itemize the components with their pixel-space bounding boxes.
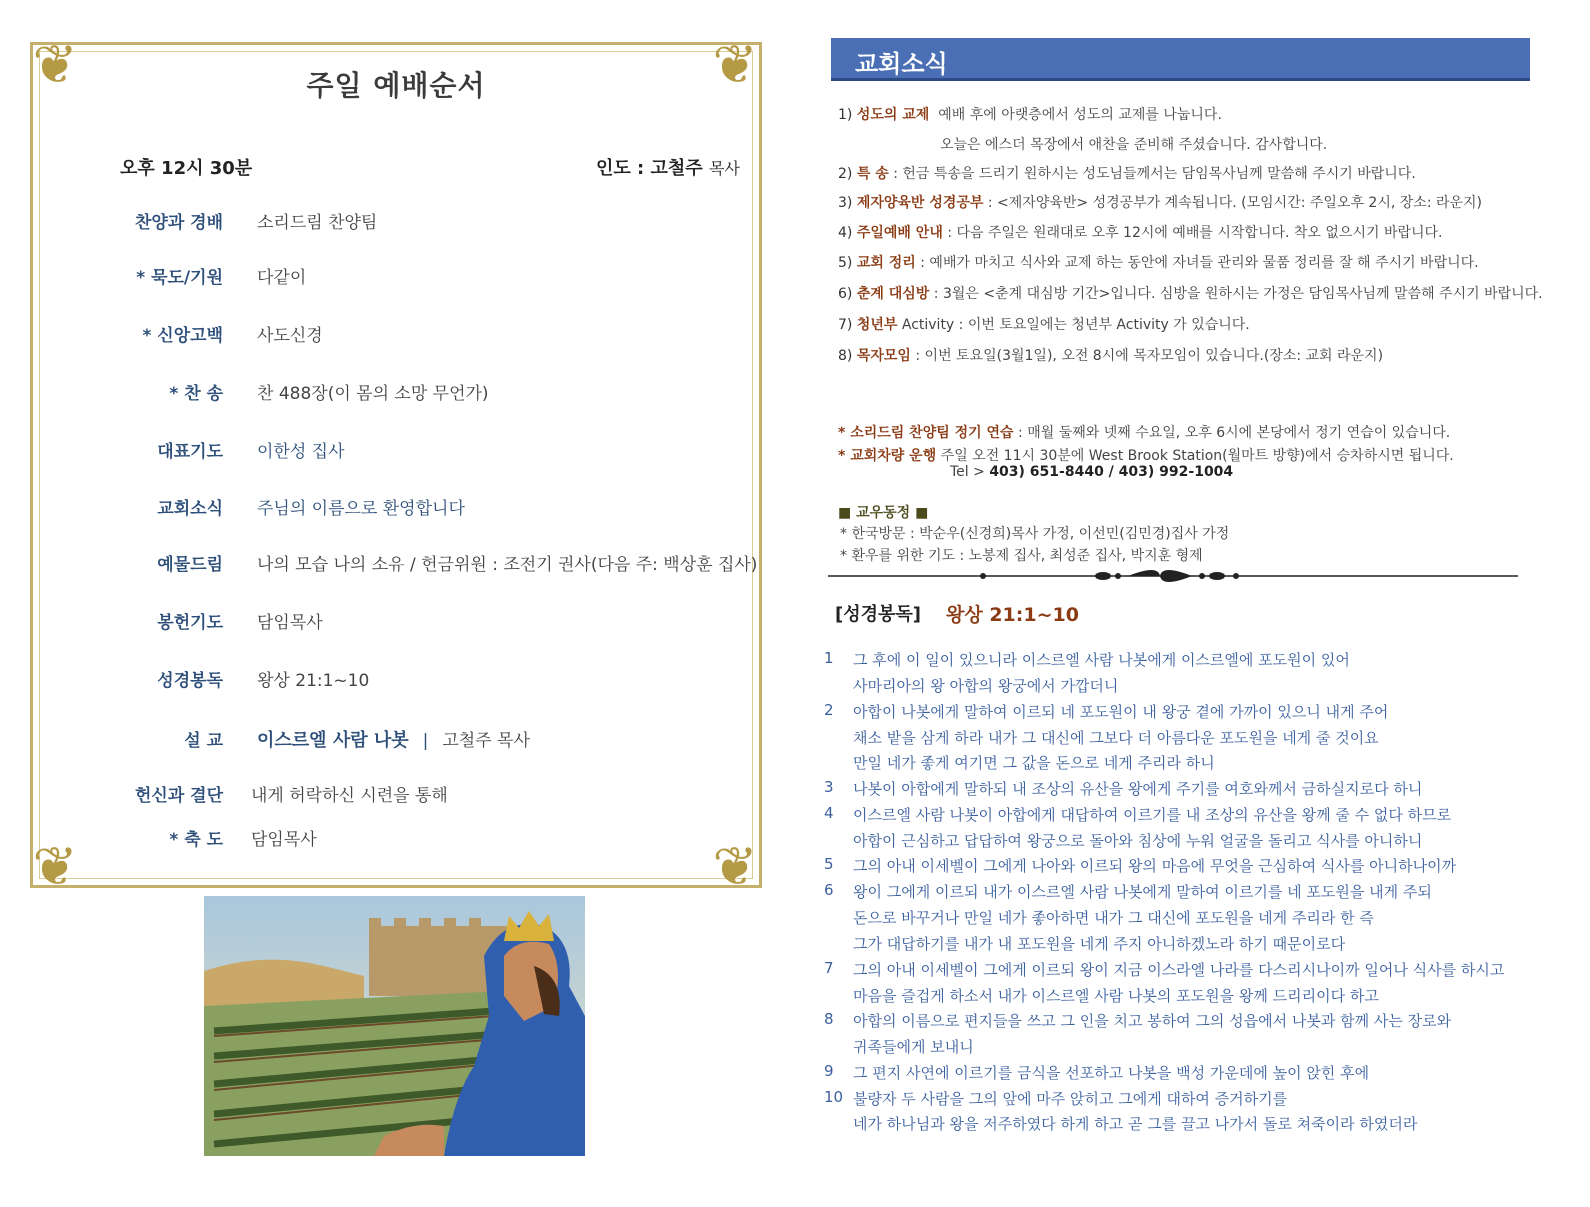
verse-number: 6	[824, 881, 834, 899]
news-key: 청년부	[856, 317, 898, 333]
order-label: 봉헌기도	[157, 613, 223, 633]
order-value: 다같이	[257, 268, 307, 288]
ornament-corner-icon: ❦	[32, 835, 78, 898]
order-row	[80, 550, 758, 575]
ornamental-divider	[828, 566, 1518, 586]
verse-line: 아합이 근심하고 답답하여 왕궁으로 돌아와 침상에 누워 얼굴을 돌리고 식사를 아니하니	[853, 832, 1423, 850]
order-value: 내게 허락하신 시련을 통해	[251, 786, 448, 806]
verse-line: 왕이 그에게 이르되 내가 이스르엘 사람 나봇에게 말하여 이르기를 네 포도원을 내게 주되	[853, 883, 1432, 901]
verse-line: 돈으로 바꾸거나 만일 네가 좋아하면 내가 그 대신에 포도원을 네게 주리라 한 즉	[853, 909, 1374, 927]
verse-line: 그 후에 이 일이 있으니라 이스르엘 사람 나봇에게 이스르엘에 포도원이 있어	[853, 651, 1350, 669]
order-value: 이한성 집사	[257, 442, 345, 462]
verse-line: 나봇이 아합에게 말하되 내 조상의 유산을 왕에게 주기를 여호와께서 금하실지로다 하니	[853, 780, 1423, 798]
news-item: 8) 목자모임 : 이번 토요일(3월1일), 오전 8시에 목자모임이 있습니다.(장소: 교회 라운지)	[838, 348, 1384, 364]
order-row	[80, 666, 740, 690]
order-label: 설 교	[184, 731, 223, 751]
news-key: 특 송	[856, 166, 889, 182]
members-news-title: ■ 교우동정 ■	[838, 505, 929, 521]
verse-number: 10	[824, 1088, 844, 1106]
order-row	[80, 494, 740, 518]
verse-number: 9	[824, 1062, 834, 1080]
news-item: 1) 성도의 교제 예배 후에 아랫층에서 성도의 교제를 나눕니다.	[838, 107, 1222, 123]
verse-number: 8	[824, 1010, 834, 1028]
service-time: 오후 12시 30분	[120, 158, 253, 179]
order-row	[80, 379, 740, 403]
order-label: 성경봉독	[157, 671, 223, 691]
members-news-line: * 환우를 위한 기도 : 노봉제 집사, 최성준 집사, 박지훈 형제	[840, 548, 1203, 564]
notice-choir-practice: * 소리드림 찬양팀 정기 연습 : 매월 둘째와 넷째 수요일, 오후 6시에 본당에서 정기 연습이 있습니다.	[838, 425, 1451, 441]
order-label: 예물드림	[157, 555, 223, 575]
news-key: 춘계 대심방	[856, 286, 930, 302]
order-row	[80, 825, 740, 849]
order-label: 찬양과 경배	[134, 213, 223, 233]
order-row	[80, 263, 740, 287]
order-row	[80, 321, 740, 345]
news-key: 성도의 교제	[856, 107, 930, 123]
order-value: 나의 모습 나의 소유 / 헌금위원 : 조전기 권사(다음 주: 백상훈 집사)	[257, 555, 758, 575]
reading-reference: 왕상 21:1~10	[946, 604, 1079, 626]
verse-line: 그의 아내 이세벨이 그에게 이르되 왕이 지금 이스라엘 나라를 다스리시나이까 일어나 식사를 하시고	[853, 961, 1505, 979]
sermon-preacher: 고철주 목사	[442, 731, 530, 751]
order-row	[80, 208, 740, 232]
order-value: 사도신경	[257, 326, 323, 346]
news-key: 주일예배 안내	[856, 225, 943, 241]
news-item: 6) 춘계 대심방 : 3월은 <춘계 대심방 기간>입니다. 심방을 원하시는 가정은 담임목사님께 말씀해 주시기 바랍니다.	[838, 286, 1543, 302]
order-row	[80, 437, 740, 461]
news-key: 교회 정리	[856, 255, 916, 271]
order-value: 담임목사	[251, 830, 317, 850]
sermon-separator: |	[422, 731, 429, 751]
verse-line: 그의 아내 이세벨이 그에게 나아와 이르되 왕의 마음에 무엇을 근심하여 식사를 아니하나이까	[853, 857, 1457, 875]
service-leader: 인도 : 고철주 목사	[596, 158, 740, 179]
sermon-title: 이스르엘 사람 나봇	[257, 730, 409, 751]
order-value: 주님의 이름으로 환영합니다	[257, 499, 465, 519]
order-label: * 찬 송	[169, 384, 223, 404]
verse-line: 이스르엘 사람 나봇이 아합에게 대답하여 이르기를 내 조상의 유산을 왕께 줄 수 없다 하므로	[853, 806, 1452, 824]
sermon	[257, 726, 530, 752]
verse-number: 7	[824, 959, 834, 977]
verse-line: 마음을 즐겁게 하소서 내가 이스르엘 사람 나봇의 포도원을 왕께 드리리이다 하고	[853, 987, 1379, 1005]
verse-line: 그가 대답하기를 내가 내 포도원을 네게 주지 아니하겠노라 하기 때문이로다	[853, 935, 1346, 953]
order-row-sermon	[80, 726, 740, 750]
order-label: 교회소식	[157, 499, 223, 519]
verse-line: 불량자 두 사람을 그의 앞에 마주 앉히고 그에게 대하여 증거하기를	[853, 1090, 1288, 1108]
news-item: 2) 특 송 : 헌금 특송을 드리기 원하시는 성도님들께서는 담임목사님께 말씀해 주시기 바랍니다.	[838, 166, 1416, 182]
news-item: 4) 주일예배 안내 : 다음 주일은 원래대로 오후 12시에 예배를 시작합니다. 착오 없으시기 바랍니다.	[838, 225, 1443, 241]
news-item: 5) 교회 정리 : 예배가 마치고 식사와 교제 하는 동안에 자녀들 관리와 물품 정리를 잘 해 주시기 바랍니다.	[838, 255, 1479, 271]
news-item: 3) 제자양육반 성경공부 : <제자양육반> 성경공부가 계속됩니다. (모임시간: 주일오후 2시, 장소: 라운지)	[838, 195, 1483, 211]
order-value: 담임목사	[257, 613, 323, 633]
order-label: 대표기도	[157, 442, 223, 462]
order-label: * 신앙고백	[142, 326, 223, 346]
telephone: Tel > 403) 651-8440 / 403) 992-1004	[950, 464, 1234, 480]
verse-line: 사마리아의 왕 아합의 왕궁에서 가깝더니	[853, 677, 1119, 695]
verse-number: 5	[824, 855, 834, 873]
news-item-sub: 오늘은 에스더 목장에서 애찬을 준비해 주셨습니다. 감사합니다.	[940, 137, 1328, 153]
news-header	[831, 38, 1530, 81]
verse-number: 3	[824, 778, 834, 796]
notice-church-shuttle: * 교회차량 운행 주일 오전 11시 30분에 West Brook Station(월마트 방향)에서 승차하시면 됩니다.	[838, 448, 1454, 464]
members-news-line: * 한국방문 : 박순우(신경희)목사 가정, 이선민(김민경)집사 가정	[840, 526, 1230, 542]
order-label: * 묵도/기원	[136, 268, 223, 288]
verse-number: 1	[824, 649, 834, 667]
reading-label: [성경봉독]	[835, 604, 922, 625]
vineyard-illustration	[204, 896, 585, 1156]
order-label: 헌신과 결단	[134, 786, 223, 806]
verse-line: 만일 네가 좋게 여기면 그 값을 돈으로 네게 주리라 하니	[853, 754, 1215, 772]
order-row	[80, 781, 740, 805]
news-key: 제자양육반 성경공부	[856, 195, 984, 211]
verse-number: 2	[824, 701, 834, 719]
verse-line: 아합이 나봇에게 말하여 이르되 네 포도원이 내 왕궁 곁에 가까이 있으니 내게 주어	[853, 703, 1389, 721]
verse-line: 채소 밭을 삼게 하라 내가 그 대신에 그보다 더 아름다운 포도원을 네게 줄 것이요	[853, 729, 1379, 747]
ornament-corner-icon: ❦	[32, 33, 78, 96]
verse-line: 귀족들에게 보내니	[853, 1038, 974, 1056]
verse-line: 아합의 이름으로 편지들을 쓰고 그 인을 치고 봉하여 그의 성읍에서 나봇과 함께 사는 장로와	[853, 1012, 1452, 1030]
verse-line: 네가 하나님과 왕을 저주하였다 하게 하고 곧 그를 끌고 나가서 돌로 쳐죽이라 하였더라	[853, 1115, 1418, 1133]
news-title: 교회소식	[855, 50, 948, 78]
verse-number: 4	[824, 804, 834, 822]
order-value: 찬 488장(이 몸의 소망 무언가)	[257, 384, 489, 404]
order-value: 소리드림 찬양팀	[257, 213, 378, 233]
ornament-corner-icon: ❦	[712, 33, 758, 96]
worship-title: 주일 예배순서	[306, 69, 486, 102]
ornament-corner-icon: ❦	[712, 835, 758, 898]
news-key: 목자모임	[856, 348, 911, 364]
verse-line: 그 편지 사연에 이르기를 금식을 선포하고 나봇을 백성 가운데에 높이 앉힌 후에	[853, 1064, 1370, 1082]
order-label: * 축 도	[169, 830, 223, 850]
news-item: 7) 청년부 Activity : 이번 토요일에는 청년부 Activity 가 있습니다.	[838, 317, 1250, 333]
order-value: 왕상 21:1~10	[257, 671, 370, 691]
order-row	[80, 608, 740, 632]
